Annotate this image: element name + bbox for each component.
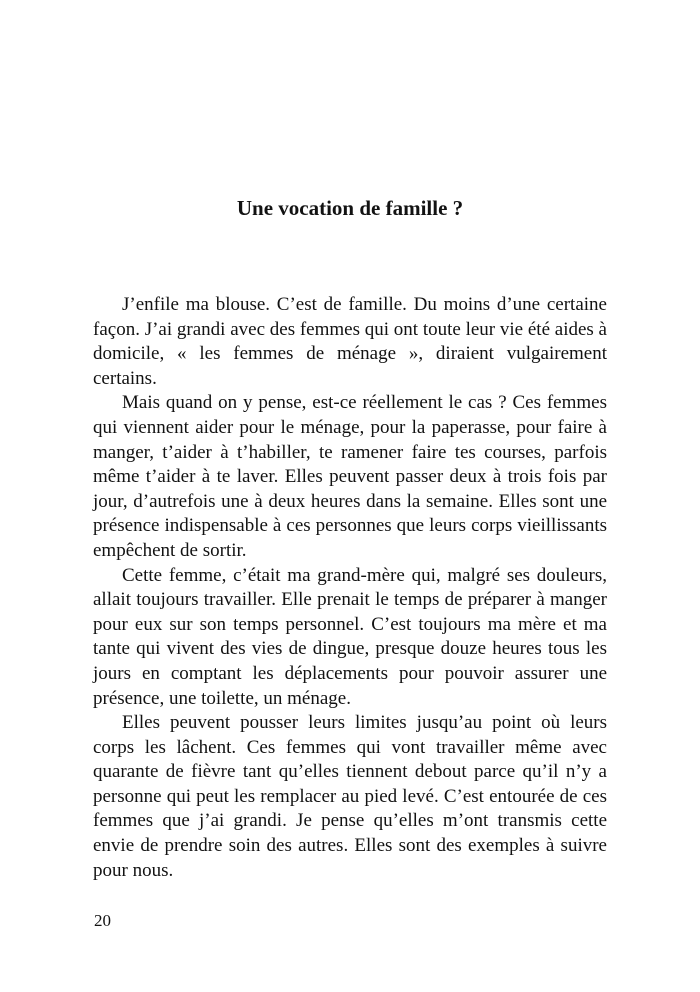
- paragraph-2: Mais quand on y pense, est-ce réellement le cas ? Ces femmes qui viennent aider pour le ménage, pour la paperasse, pour faire à manger, t’aider à t’habiller, te ramener faire tes courses, parfois même t’aider à te laver. Elles peuvent passer deux à trois fois par jour, d’autrefois une à deux heures dans la semaine. Elles sont une présence indispensable à ces personnes que leurs corps vieillissants empêchent de sortir.: [93, 392, 607, 561]
- paragraph-3: Cette femme, c’était ma grand-mère qui, malgré ses douleurs, allait toujours travailler. Elle prenait le temps de préparer à manger pour eux sur son temps personnel. C’est toujours ma mère et ma tante qui vivent des vies de dingue, presque douze heures tous les jours en comptant les déplacements pour pouvoir assurer une présence, une toilette, un ménage.: [93, 564, 607, 709]
- page-number: 20: [94, 911, 111, 930]
- paragraph-1: J’enfile ma blouse. C’est de famille. Du moins d’une certaine façon. J’ai grandi avec des femmes qui ont toute leur vie été aides à domicile, « les femmes de ménage », diraient vulgairement certains.: [93, 294, 607, 389]
- paragraph-4: Elles peuvent pousser leurs limites jusqu’au point où leurs corps les lâchent. Ces femmes qui vont travailler même avec quarante de fièvre tant qu’elles tiennent debout parce qu’il n’y a personne qui peut les remplacer au pied levé. C’est entourée de ces femmes que j’ai grandi. Je pense qu’elles m’ont transmis cette envie de prendre soin des autres. Elles sont des exemples à suivre pour nous.: [93, 712, 607, 881]
- chapter-title: Une vocation de famille ?: [236, 196, 464, 220]
- body-text: [93, 293, 607, 883]
